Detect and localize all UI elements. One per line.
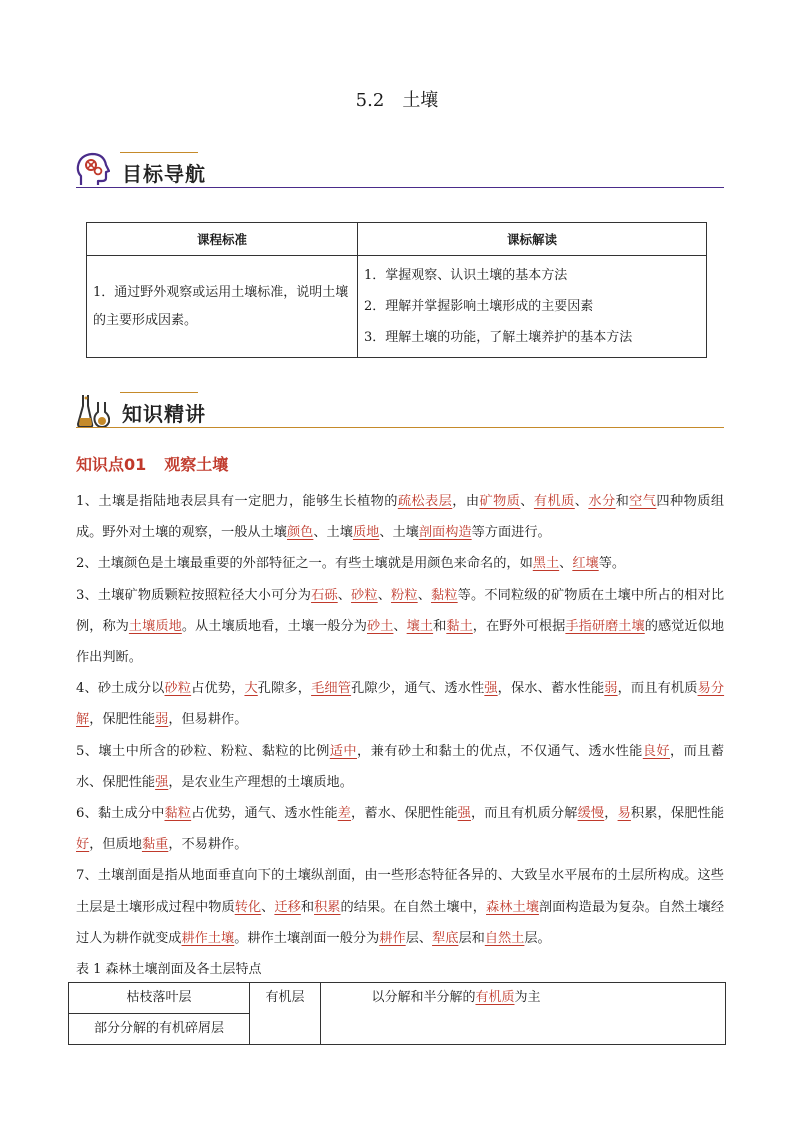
text-run: 和 <box>433 618 447 634</box>
text-run: 积累，保肥性能 <box>630 806 725 822</box>
table-row <box>87 256 707 358</box>
text-run: 。从土壤质地看，土壤一般分为 <box>181 618 367 634</box>
highlighted-term: 缓慢 <box>577 806 605 822</box>
title-number: 5.2 <box>355 90 385 111</box>
title-text: 土壤 <box>402 90 439 111</box>
text-run: ，由 <box>452 494 480 509</box>
interpretation-item: 2．理解并掌握影响土壤形成的主要因素 <box>364 299 594 314</box>
highlighted-term: 矿物质 <box>479 494 521 509</box>
table-row <box>69 983 726 1014</box>
header-cell: 课标解读 <box>358 223 707 256</box>
highlighted-term: 积累 <box>314 899 341 915</box>
text-run: 等方面进行。 <box>471 525 551 541</box>
knowledge-point-title <box>76 452 228 475</box>
highlighted-term: 毛细管 <box>311 681 352 697</box>
text-run: 、 <box>520 494 534 509</box>
text-run: 1、土壤是指陆地表层具有一定肥力，能够生长植物的 <box>76 494 398 509</box>
header-accent-line <box>120 392 198 393</box>
text-run: ，而且有机质分解 <box>470 806 578 822</box>
text-run: ，但质地 <box>89 837 142 853</box>
text-run: 层和 <box>458 930 485 946</box>
highlighted-term: 强 <box>457 806 471 822</box>
paragraph <box>76 860 724 954</box>
highlighted-term: 自然土 <box>484 930 525 946</box>
text-run: ，保肥性能 <box>89 712 156 728</box>
paragraph <box>76 486 724 548</box>
highlighted-term: 差 <box>337 806 352 822</box>
highlighted-term: 黏粒 <box>431 587 458 603</box>
text-run: 。耕作土壤剖面一般分为 <box>234 930 380 946</box>
header-underline <box>76 187 724 188</box>
highlighted-term: 易 <box>617 806 631 822</box>
header-underline <box>76 427 724 428</box>
highlighted-term: 红壤 <box>572 556 599 572</box>
text-run: ，保水、蓄水性能 <box>497 681 605 697</box>
highlighted-term: 石砾 <box>311 587 338 603</box>
kp-name: 观察土壤 <box>164 455 229 474</box>
text-run: 、 <box>377 587 392 603</box>
text-run: 、土壤 <box>379 525 419 541</box>
soil-layer-table <box>68 982 726 1045</box>
section-label: 目标导航 <box>122 162 206 186</box>
text-run: 剖面构造最为复杂。自然土壤经过人为耕作就变成 <box>76 899 725 946</box>
highlighted-term: 黑土 <box>532 556 560 572</box>
highlighted-term: 转化 <box>234 899 262 915</box>
highlighted-term: 剖面构造 <box>418 525 472 541</box>
page-title <box>0 86 794 112</box>
paragraph <box>76 548 724 579</box>
paragraph <box>76 673 724 735</box>
text-run: 、 <box>393 618 407 634</box>
text-run: 等。不同粒级的矿物质在土壤中所占的相对比例，称为 <box>76 587 725 634</box>
section-label: 知识精讲 <box>122 402 206 426</box>
text-run: 5、壤土中所含的砂粒、粉粒、黏粒的比例 <box>76 743 330 759</box>
highlighted-term: 有机质 <box>533 494 575 509</box>
text-run: 孔隙少，通气、透水性 <box>351 681 485 697</box>
highlighted-term: 有机质 <box>475 990 515 1005</box>
text-run: 、 <box>337 587 352 603</box>
layer-name: 部分分解的有机碎屑层 <box>69 1014 250 1045</box>
interpretation-cell <box>358 256 707 358</box>
highlighted-term: 水分 <box>588 494 616 509</box>
highlighted-term: 迁移 <box>274 899 301 915</box>
text-run: 2、土壤颜色是土壤最重要的外部特征之一。有些土壤就是用颜色来命名的，如 <box>76 556 533 572</box>
text-run: 以分解和半分解的 <box>371 990 476 1005</box>
highlighted-term: 易分解 <box>76 681 725 728</box>
text-run: 层。 <box>524 930 551 946</box>
text-run: ，是农业生产理想的土壤质地。 <box>168 774 353 790</box>
text-run: 、 <box>261 899 275 915</box>
text-run: 为主 <box>514 990 541 1005</box>
text-run: 的感觉近似地作出判断。 <box>76 618 725 666</box>
text-run: ，不易耕作。 <box>168 837 248 853</box>
highlighted-term: 耕作 <box>379 930 406 946</box>
text-run: 、 <box>559 556 573 572</box>
text-run: 、土壤 <box>313 525 353 541</box>
kp-number: 知识点01 <box>76 455 147 474</box>
highlighted-term: 手指研磨土壤 <box>565 618 645 634</box>
highlighted-term: 土壤质地 <box>128 618 182 634</box>
highlighted-term: 砂粒 <box>351 587 378 603</box>
section-header-knowledge <box>76 392 724 436</box>
highlighted-term: 森林土壤 <box>486 899 539 915</box>
paragraph <box>76 736 724 798</box>
highlighted-term: 适中 <box>329 743 357 759</box>
highlighted-term: 好 <box>76 837 90 853</box>
table-caption: 表 1 森林土壤剖面及各土层特点 <box>76 962 262 977</box>
text-run: 、 <box>574 494 589 509</box>
highlighted-term: 大 <box>244 681 258 697</box>
highlighted-term: 空气 <box>629 494 657 509</box>
text-run: 4、砂土成分以 <box>76 681 165 697</box>
text-run: 6、黏土成分中 <box>76 806 165 822</box>
text-run: ，兼有砂土和黏土的优点，不仅通气、透水性能 <box>357 743 643 759</box>
text-run: ，在野外可根据 <box>472 618 566 634</box>
layer-group: 有机层 <box>250 983 321 1045</box>
text-run: 3、土壤矿物质颗粒按照粒径大小可分为 <box>76 587 312 603</box>
highlighted-term: 粉粒 <box>391 587 418 603</box>
interpretation-item: 1．掌握观察、认识土壤的基本方法 <box>364 268 568 283</box>
interpretation-item: 3．理解土壤的功能，了解土壤养护的基本方法 <box>364 330 633 345</box>
highlighted-term: 壤土 <box>406 618 434 634</box>
text-run: 和 <box>300 899 315 915</box>
text-run: 占优势， <box>191 681 245 697</box>
text-run: 等。 <box>598 556 626 572</box>
highlighted-term: 犁底 <box>432 930 459 946</box>
text-run: 和 <box>615 494 630 509</box>
highlighted-term: 强 <box>155 774 169 790</box>
highlighted-term: 强 <box>484 681 498 697</box>
layer-name: 枯枝落叶层 <box>69 983 250 1014</box>
highlighted-term: 弱 <box>155 712 169 728</box>
table-header-row <box>87 223 707 256</box>
highlighted-term: 黏粒 <box>164 806 192 822</box>
highlighted-term: 黏重 <box>141 837 169 853</box>
highlighted-term: 质地 <box>352 525 380 541</box>
highlighted-term: 耕作土壤 <box>181 930 235 946</box>
standard-text: 1．通过野外观察或运用土壤标准，说明土壤的主要形成因素。 <box>87 256 358 358</box>
highlighted-term: 疏松表层 <box>397 494 453 509</box>
text-run: ，但易耕作。 <box>168 712 248 728</box>
section-header-goals <box>76 152 724 196</box>
text-run: 占优势，通气、透水性能 <box>191 806 338 822</box>
flask-icon <box>76 392 110 430</box>
highlighted-term: 砂土 <box>366 618 394 634</box>
highlighted-term: 颜色 <box>287 525 314 541</box>
text-run: ，蓄水、保肥性能 <box>351 806 458 822</box>
text-run: 7、土壤剖面是指从地面垂直向下的土壤纵剖面，由一些形态特征各异的、大致呈水平展布的土层所构成。这些土层是土壤形成过程中物质 <box>76 868 724 915</box>
standards-table <box>86 222 707 358</box>
highlighted-term: 砂粒 <box>164 681 192 697</box>
text-run: ，而且有机质 <box>617 681 698 697</box>
text-run: ， <box>604 806 618 822</box>
highlighted-term: 弱 <box>604 681 618 697</box>
text-run: ，而且蓄水、保肥性能 <box>76 743 725 790</box>
text-run: 的结果。在自然土壤中， <box>340 899 487 915</box>
text-run: 层、 <box>405 930 433 946</box>
text-run: 、 <box>417 587 432 603</box>
layer-description <box>321 983 726 1045</box>
highlighted-term: 黏土 <box>446 618 473 634</box>
knowledge-paragraphs <box>76 486 724 954</box>
highlighted-term: 良好 <box>642 743 670 759</box>
head-gears-icon <box>76 152 110 190</box>
header-cell: 课程标准 <box>87 223 358 256</box>
text-run: 四种物质组成。野外对土壤的观察，一般从土壤 <box>76 494 725 541</box>
text-run: 孔隙多， <box>257 681 312 697</box>
header-accent-line <box>120 152 198 153</box>
paragraph <box>76 580 724 674</box>
paragraph <box>76 798 724 860</box>
